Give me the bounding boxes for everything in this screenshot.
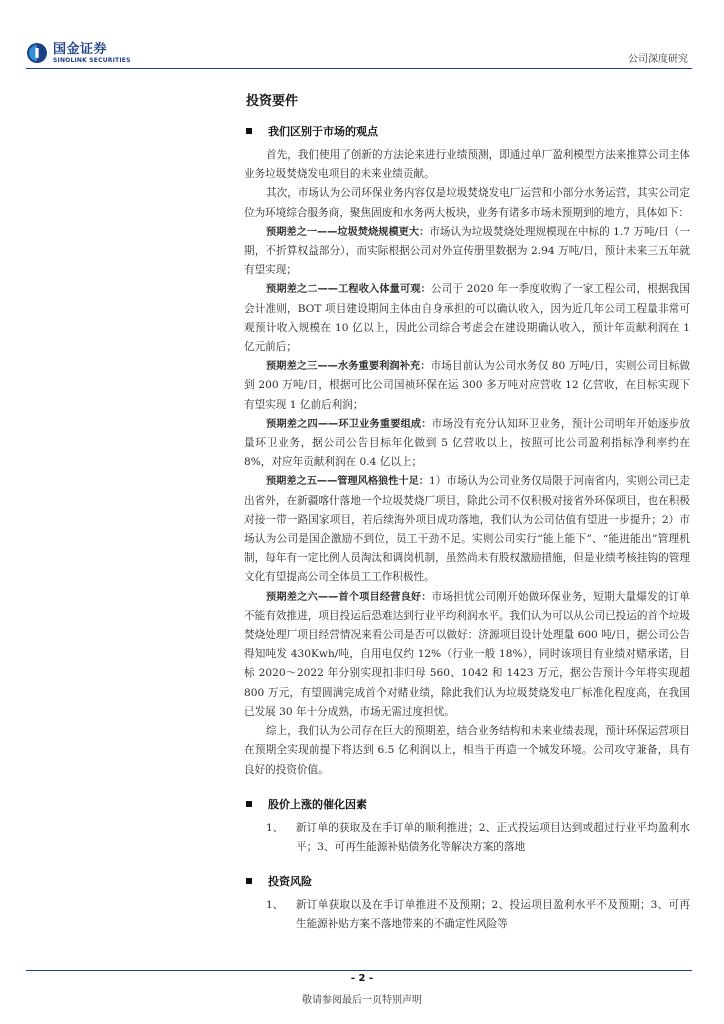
gap-title: 预期差之四——环卫业务重要组成： (266, 418, 432, 430)
page-number: - 2 - (350, 973, 374, 984)
page-header (0, 0, 724, 70)
main-content (244, 90, 690, 935)
paragraph-method: 首先，我们使用了创新的方法论来进行业绩预测，即通过单厂盈利模型方法来推算公司主体业务垃圾焚烧发电项目的未来业绩贡献。 (244, 149, 690, 181)
logo-name-en: SINOLINK SECURITIES (53, 56, 131, 64)
expectation-gap-5 (244, 472, 690, 587)
square-bullet-icon (246, 878, 252, 884)
gap-text: 市场没有充分认知环卫业务，预计公司明年开始逐步放量环卫业务，据公司公告目标年化做到 5 亿营收以上，按照可比公司盈利指标净利率约在 8%，对应年贡献利润在 0.4 亿以上； (244, 417, 691, 469)
gap-title: 预期差之三——水务重要利润补充： (266, 361, 431, 373)
logo-name-cn: 国金证券 (53, 41, 108, 57)
disclaimer-note: 敬请参阅最后一页特别声明 (302, 995, 422, 1006)
paragraph-market-view: 其次，市场认为公司环保业务内容仅是垃圾焚烧发电厂运营和小部分水务运营，其实公司定位为环境综合服务商，聚焦固废和水务两大板块，业务有诸多市场未预期到的地方，具体如下： (244, 187, 690, 219)
gap-text: 市场担忧公司刚开始做环保业务，短期大量爆发的订单不能有效推进，项目投运后恐难达到行业平均利润水平。我们认为可以从公司已投运的首个垃圾焚烧处理厂项目经营情况来看公司是否可以做好：济源项目设计处理量 600 吨/日，据公司公告得知吨发 430Kwh/吨，自用电仅约 12%（行业一般 18%），同时该项目有业绩对赌承诺，目标 2020～2022 年分别实现扣非归母 560、1042 和 1423 万元，据公告预计今年将实现超 800 万元，有望圆满完成首个对赌业绩，除此我们认为垃圾焚烧发电厂标准化程度高，在我国已发展 30 年十分成熟，市场无需过度担忧。 (244, 590, 691, 718)
expectation-gap-6 (244, 588, 690, 722)
expectation-gap-3 (244, 357, 690, 415)
section-heading-catalyst (244, 796, 690, 812)
section-heading-risk (244, 873, 690, 889)
expectation-gap-1 (244, 223, 690, 281)
gap-title: 预期差之五——管理风格狼性十足： (266, 476, 429, 488)
list-item-number: 1、 (266, 899, 284, 912)
header-divider (26, 68, 692, 69)
square-bullet-icon (246, 801, 252, 807)
section-heading-text: 我们区别于市场的观点 (268, 125, 378, 138)
section-heading-text: 股价上涨的催化因素 (268, 797, 367, 811)
section-heading-view (244, 123, 690, 139)
expectation-gap-2 (244, 280, 690, 357)
logo-mark-icon (26, 42, 48, 64)
gap-text: 市场目前认为公司水务仅 80 万吨/日，实则公司目标做到 200 万吨/日，根据可比公司国祯环保在运 300 多万吨对应营收 12 亿营收，在目标实现下有望实现 1 亿前后利润； (244, 360, 690, 411)
gap-title: 预期差之六——首个项目经营良好： (266, 591, 432, 603)
section-heading-text: 投资风险 (268, 875, 312, 889)
footer-divider (26, 970, 692, 971)
list-item-number: 1、 (266, 821, 284, 834)
gap-title: 预期差之一——垃圾焚烧规模更大： (266, 226, 430, 238)
square-bullet-icon (246, 128, 252, 134)
list-item (266, 819, 690, 857)
paragraph-conclusion: 综上，我们认为公司存在巨大的预期差，结合业务结构和未来业绩表现，预计环保运营项目在预期全实现前提下将达到 6.5 亿利润以上，相当于再造一个城发环境。公司攻守兼备，具有良好的投资价值。 (244, 725, 690, 776)
page-title: 投资要件 (246, 94, 299, 109)
list-item-text: 新订单获取以及在手订单推进不及预期；2、投运项目盈利水平不及预期；3、可再生能源补贴方案不落地带来的不确定性风险等 (296, 899, 690, 931)
gap-text: 公司于 2020 年一季度收购了一家工程公司，根据我国会计准则，BOT 项目建设期间主体由自身承担的可以确认收入，因为近几年公司工程量非常可观预计收入规模在 10 亿以上，因此公司综合考虑会在建设期确认收入，预计年贡献利润在 1 亿元前后； (244, 283, 691, 354)
list-item-text: 新订单的获取及在手订单的顺利推进；2、正式投运项目达到或超过行业平均盈利水平；3、可再生能源补贴债务化等解决方案的落地 (296, 821, 690, 853)
report-type-label: 公司深度研究 (628, 54, 688, 65)
list-item (266, 896, 690, 934)
expectation-gap-4 (244, 415, 690, 473)
gap-text: 市场认为垃圾焚烧处理规模现在中标的 1.7 万吨/日（一期，不折算权益部分），而实际根据公司对外宣传册里数据为 2.94 万吨/日，预计未来三五年就有望实现； (244, 225, 691, 277)
gap-text: 1）市场认为公司业务仅局限于河南省内，实则公司已走出省外，在新疆喀什落地一个垃圾焚烧厂项目，除此公司不仅积极对接省外环保项目，也在积极对接一带一路国家项目，若后续海外项目成功落地，我们认为公司估值有望进一步提升；2）市场认为公司是国企激励不到位，员工干劲不足。实则公司实行“能上能下”、“能进能出”管理机制，每年有一定比例人员淘汰和调岗机制，虽然尚未有股权激励措施，但是业绩考核挂钩的管理文化有望提高公司全体员工工作积极性。 (244, 475, 690, 584)
risk-list (266, 896, 690, 934)
catalyst-list (266, 819, 690, 857)
company-logo (26, 42, 131, 64)
gap-title: 预期差之二——工程收入体量可观： (266, 284, 431, 296)
